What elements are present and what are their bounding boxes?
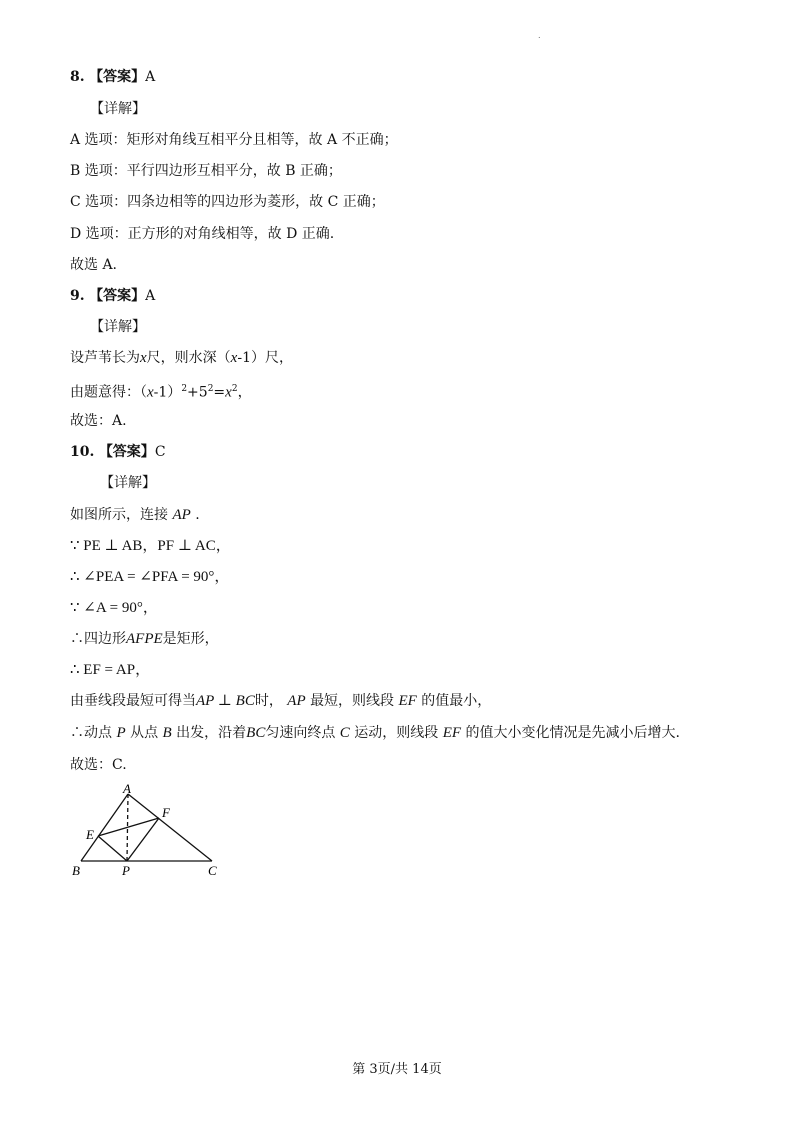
q10-l1c: . bbox=[195, 507, 200, 523]
q10-l8e: 出发，沿着 bbox=[176, 725, 247, 741]
label-e: E bbox=[86, 827, 94, 842]
q10-l7g: 的值最小， bbox=[421, 693, 492, 709]
q10-l1a: 如图所示，连接 bbox=[70, 507, 168, 523]
q10-answer-line bbox=[70, 443, 166, 461]
q10-l7b: AP ⊥ BC bbox=[196, 693, 255, 709]
q10-line4: ∵ ∠A = 90°， bbox=[70, 600, 158, 616]
q9-l2e: ， bbox=[237, 384, 252, 401]
q8-line-a: A 选项：矩形对角线互相平分且相等，故 A 不正确； bbox=[70, 132, 398, 148]
q10-answer-tag: 【答案】 bbox=[98, 444, 155, 460]
q8-line-b: B 选项：平行四边形互相平分，故 B 正确； bbox=[70, 163, 342, 179]
q10-l7e: 最短，则线段 bbox=[310, 693, 395, 709]
q10-l8d: B bbox=[162, 725, 172, 741]
q9-answer-tag: 【答案】 bbox=[89, 288, 146, 304]
q9-l1a: 设芦苇长为 bbox=[70, 350, 140, 366]
q9-answer-line bbox=[70, 287, 155, 305]
q8-line-c: C 选项：四条边相等的四边形为菱形，故 C 正确； bbox=[70, 194, 385, 210]
q9-l1b: 尺，则水深（ bbox=[146, 350, 231, 366]
q10-l5b: AFPE bbox=[126, 631, 163, 647]
q9-line2 bbox=[70, 380, 252, 402]
label-a: A bbox=[123, 781, 131, 796]
q8-line-d: D 选项：正方形的对角线相等，故 D 正确. bbox=[70, 226, 335, 242]
q10-number: 10. bbox=[70, 444, 95, 460]
q8-answer-tag: 【答案】 bbox=[89, 69, 146, 85]
q9-l1-var: x bbox=[140, 350, 147, 366]
q10-line6: ∴ EF = AP， bbox=[70, 662, 151, 678]
q10-line5 bbox=[70, 630, 219, 648]
q9-l2-sup: 2 bbox=[181, 384, 188, 394]
q9-l2a: 由题意得：（ bbox=[70, 384, 147, 401]
q9-l1-var2: x bbox=[230, 350, 238, 366]
q9-l2-sup3: 2 bbox=[231, 384, 238, 394]
label-c: C bbox=[208, 863, 217, 878]
q9-answer: A bbox=[145, 288, 156, 304]
q10-l8b: P bbox=[116, 725, 126, 741]
label-f: F bbox=[162, 805, 170, 820]
q9-detail-tag: 【详解】 bbox=[90, 319, 146, 335]
q10-answer: C bbox=[154, 444, 166, 460]
q10-l5a: ∴四边形 bbox=[70, 631, 126, 647]
q9-conclusion: 故选：A. bbox=[70, 413, 127, 429]
q10-detail-tag: 【详解】 bbox=[100, 475, 156, 491]
q9-l2b: -1） bbox=[153, 384, 182, 401]
q10-l7d: AP bbox=[287, 693, 306, 709]
q8-answer: A bbox=[145, 69, 156, 85]
q9-number: 9. bbox=[70, 288, 85, 304]
segment-ac bbox=[128, 794, 212, 861]
q9-line1 bbox=[70, 349, 293, 367]
q9-l2c: +5 bbox=[187, 384, 208, 401]
q10-l8f: BC bbox=[246, 725, 266, 741]
q10-l7c: 时， bbox=[254, 693, 283, 709]
label-b: B bbox=[72, 863, 80, 878]
q10-line1 bbox=[70, 506, 200, 524]
q10-l8c: 从点 bbox=[130, 725, 159, 741]
triangle-figure bbox=[66, 780, 236, 880]
q8-detail-tag: 【详解】 bbox=[90, 101, 146, 117]
q9-l1c: -1）尺， bbox=[237, 350, 293, 366]
q8-number: 8. bbox=[70, 69, 85, 85]
segment-ef bbox=[98, 818, 159, 836]
q10-line3: ∴ ∠PEA = ∠PFA = 90°， bbox=[70, 569, 230, 585]
q10-line7 bbox=[70, 692, 491, 710]
page-footer: 第 3页/共 14页 bbox=[352, 1062, 442, 1077]
q10-line8 bbox=[70, 724, 680, 742]
q10-l8a: ∴动点 bbox=[70, 725, 112, 741]
q10-conclusion: 故选：C. bbox=[70, 757, 127, 773]
q10-l5c: 是矩形， bbox=[162, 631, 219, 647]
q10-l8h: C bbox=[339, 725, 350, 741]
q8-conclusion: 故选 A. bbox=[70, 257, 118, 273]
q9-l2d: = bbox=[213, 384, 226, 401]
segment-pe bbox=[98, 836, 127, 861]
q10-line2: ∵ PE ⊥ AB，PF ⊥ AC， bbox=[70, 538, 231, 554]
segment-pf bbox=[127, 818, 159, 861]
q10-l1b: AP bbox=[172, 507, 191, 523]
corner-mark: . bbox=[538, 31, 541, 40]
label-p: P bbox=[122, 863, 130, 878]
q9-l2-var: x bbox=[147, 384, 154, 401]
q10-l8g: 匀速向终点 bbox=[265, 725, 336, 741]
q8-answer-line bbox=[70, 68, 155, 86]
q10-l8j: EF bbox=[442, 725, 462, 741]
q10-l7f: EF bbox=[398, 693, 417, 709]
q10-l7a: 由垂线段最短可得当 bbox=[70, 693, 196, 709]
q10-l8i: 运动，则线段 bbox=[354, 725, 439, 741]
q9-l2-sup2: 2 bbox=[207, 384, 214, 394]
q9-l2-var2: x bbox=[225, 384, 232, 401]
q10-l8k: 的值大小变化情况是先减小后增大. bbox=[465, 725, 680, 741]
